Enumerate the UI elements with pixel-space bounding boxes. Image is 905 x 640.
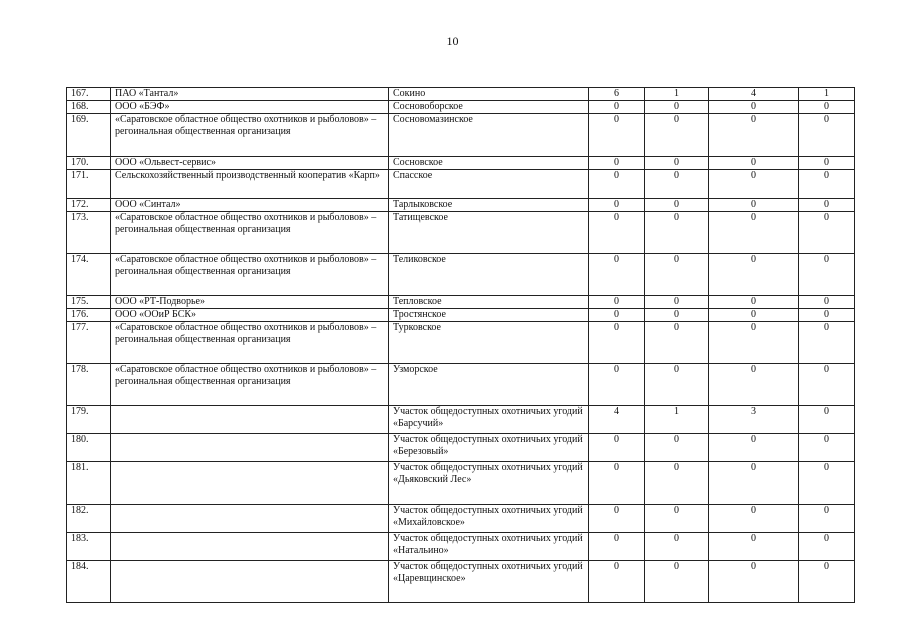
value-cell: 0	[709, 322, 799, 364]
row-number: 173.	[67, 212, 111, 254]
value-cell: 4	[589, 406, 645, 434]
row-number: 170.	[67, 157, 111, 170]
value-cell: 0	[645, 170, 709, 199]
value-cell: 0	[799, 561, 855, 603]
organization-cell: ООО «Синтал»	[111, 199, 389, 212]
organization-cell	[111, 561, 389, 603]
value-cell: 0	[645, 434, 709, 462]
area-cell: Тростянское	[389, 309, 589, 322]
value-cell: 0	[799, 254, 855, 296]
row-number: 174.	[67, 254, 111, 296]
value-cell: 0	[645, 322, 709, 364]
area-cell: Участок общедоступных охотничьих угодий «Михайловское»	[389, 505, 589, 533]
table-row	[67, 199, 855, 212]
table-row	[67, 406, 855, 434]
organization-cell	[111, 462, 389, 505]
row-number: 175.	[67, 296, 111, 309]
organization-cell: ООО «ООиР БСК»	[111, 309, 389, 322]
value-cell: 0	[645, 114, 709, 157]
organization-cell: «Саратовское областное общество охотников и рыболовов» – регоинальная общественная организация	[111, 114, 389, 157]
value-cell: 1	[799, 88, 855, 101]
organization-cell: Сельскохозяйственный производственный кооператив «Карп»	[111, 170, 389, 199]
value-cell: 0	[589, 364, 645, 406]
organization-cell: ПАО «Тантал»	[111, 88, 389, 101]
area-cell: Тепловское	[389, 296, 589, 309]
table-row	[67, 561, 855, 603]
value-cell: 0	[799, 114, 855, 157]
area-cell: Сокино	[389, 88, 589, 101]
value-cell: 0	[799, 309, 855, 322]
value-cell: 0	[589, 322, 645, 364]
value-cell: 4	[709, 88, 799, 101]
value-cell: 0	[709, 561, 799, 603]
value-cell: 0	[709, 199, 799, 212]
value-cell: 0	[645, 296, 709, 309]
value-cell: 0	[645, 101, 709, 114]
value-cell: 0	[709, 296, 799, 309]
value-cell: 0	[709, 212, 799, 254]
value-cell: 0	[645, 505, 709, 533]
organization-cell: ООО «РТ-Подворье»	[111, 296, 389, 309]
row-number: 171.	[67, 170, 111, 199]
value-cell: 0	[799, 170, 855, 199]
value-cell: 0	[645, 199, 709, 212]
value-cell: 0	[645, 157, 709, 170]
area-cell: Узморское	[389, 364, 589, 406]
hunting-grounds-table	[66, 87, 855, 603]
value-cell: 1	[645, 406, 709, 434]
area-cell: Турковское	[389, 322, 589, 364]
row-number: 172.	[67, 199, 111, 212]
area-cell: Сосновское	[389, 157, 589, 170]
value-cell: 0	[709, 364, 799, 406]
value-cell: 0	[799, 462, 855, 505]
organization-cell: «Саратовское областное общество охотников и рыболовов» – регоинальная общественная организация	[111, 364, 389, 406]
table-row	[67, 254, 855, 296]
value-cell: 0	[589, 561, 645, 603]
table-row	[67, 88, 855, 101]
organization-cell	[111, 406, 389, 434]
value-cell: 0	[709, 462, 799, 505]
value-cell: 0	[799, 296, 855, 309]
value-cell: 0	[645, 561, 709, 603]
table-row	[67, 114, 855, 157]
area-cell: Сосновомазинское	[389, 114, 589, 157]
value-cell: 0	[589, 170, 645, 199]
value-cell: 0	[589, 505, 645, 533]
value-cell: 0	[589, 254, 645, 296]
table-row	[67, 212, 855, 254]
page-number: 10	[446, 34, 459, 48]
row-number: 184.	[67, 561, 111, 603]
value-cell: 0	[589, 101, 645, 114]
table-row	[67, 434, 855, 462]
value-cell: 0	[709, 505, 799, 533]
value-cell: 0	[799, 434, 855, 462]
table-row	[67, 170, 855, 199]
row-number: 178.	[67, 364, 111, 406]
table-row	[67, 322, 855, 364]
area-cell: Теликовское	[389, 254, 589, 296]
value-cell: 0	[589, 212, 645, 254]
table-row	[67, 309, 855, 322]
value-cell: 3	[709, 406, 799, 434]
value-cell: 0	[799, 322, 855, 364]
row-number: 177.	[67, 322, 111, 364]
value-cell: 0	[799, 212, 855, 254]
value-cell: 0	[645, 309, 709, 322]
value-cell: 0	[799, 505, 855, 533]
value-cell: 0	[589, 533, 645, 561]
value-cell: 0	[709, 170, 799, 199]
organization-cell: «Саратовское областное общество охотников и рыболовов» – регоинальная общественная организация	[111, 254, 389, 296]
area-cell: Участок общедоступных охотничьих угодий «Царевщинское»	[389, 561, 589, 603]
organization-cell: ООО «БЭФ»	[111, 101, 389, 114]
row-number: 180.	[67, 434, 111, 462]
value-cell: 0	[645, 254, 709, 296]
organization-cell	[111, 505, 389, 533]
area-cell: Тарлыковское	[389, 199, 589, 212]
row-number: 183.	[67, 533, 111, 561]
value-cell: 0	[709, 254, 799, 296]
value-cell: 0	[645, 212, 709, 254]
value-cell: 0	[645, 462, 709, 505]
value-cell: 0	[589, 157, 645, 170]
area-cell: Сосновоборское	[389, 101, 589, 114]
value-cell: 0	[799, 533, 855, 561]
table-row	[67, 101, 855, 114]
value-cell: 0	[709, 434, 799, 462]
organization-cell	[111, 533, 389, 561]
organization-cell: «Саратовское областное общество охотников и рыболовов» – регоинальная общественная организация	[111, 212, 389, 254]
area-cell: Участок общедоступных охотничьих угодий «Дьяковский Лес»	[389, 462, 589, 505]
row-number: 181.	[67, 462, 111, 505]
area-cell: Участок общедоступных охотничьих угодий «Березовый»	[389, 434, 589, 462]
table-row	[67, 533, 855, 561]
value-cell: 0	[799, 199, 855, 212]
row-number: 182.	[67, 505, 111, 533]
value-cell: 0	[709, 114, 799, 157]
organization-cell: «Саратовское областное общество охотников и рыболовов» – регоинальная общественная организация	[111, 322, 389, 364]
area-cell: Спасское	[389, 170, 589, 199]
table-row	[67, 157, 855, 170]
table-row	[67, 462, 855, 505]
value-cell: 6	[589, 88, 645, 101]
value-cell: 0	[799, 406, 855, 434]
value-cell: 0	[799, 157, 855, 170]
organization-cell	[111, 434, 389, 462]
value-cell: 0	[709, 157, 799, 170]
row-number: 167.	[67, 88, 111, 101]
value-cell: 0	[799, 101, 855, 114]
value-cell: 1	[645, 88, 709, 101]
value-cell: 0	[589, 199, 645, 212]
value-cell: 0	[799, 364, 855, 406]
row-number: 169.	[67, 114, 111, 157]
value-cell: 0	[589, 434, 645, 462]
value-cell: 0	[645, 533, 709, 561]
value-cell: 0	[589, 114, 645, 157]
value-cell: 0	[709, 533, 799, 561]
area-cell: Участок общедоступных охотничьих угодий «Барсучий»	[389, 406, 589, 434]
value-cell: 0	[589, 296, 645, 309]
value-cell: 0	[645, 364, 709, 406]
area-cell: Участок общедоступных охотничьих угодий «Натальино»	[389, 533, 589, 561]
value-cell: 0	[709, 309, 799, 322]
row-number: 176.	[67, 309, 111, 322]
value-cell: 0	[589, 309, 645, 322]
row-number: 168.	[67, 101, 111, 114]
value-cell: 0	[589, 462, 645, 505]
organization-cell: ООО «Ольвест-сервис»	[111, 157, 389, 170]
row-number: 179.	[67, 406, 111, 434]
table-row	[67, 505, 855, 533]
table-row	[67, 296, 855, 309]
value-cell: 0	[709, 101, 799, 114]
area-cell: Татищевское	[389, 212, 589, 254]
table-row	[67, 364, 855, 406]
